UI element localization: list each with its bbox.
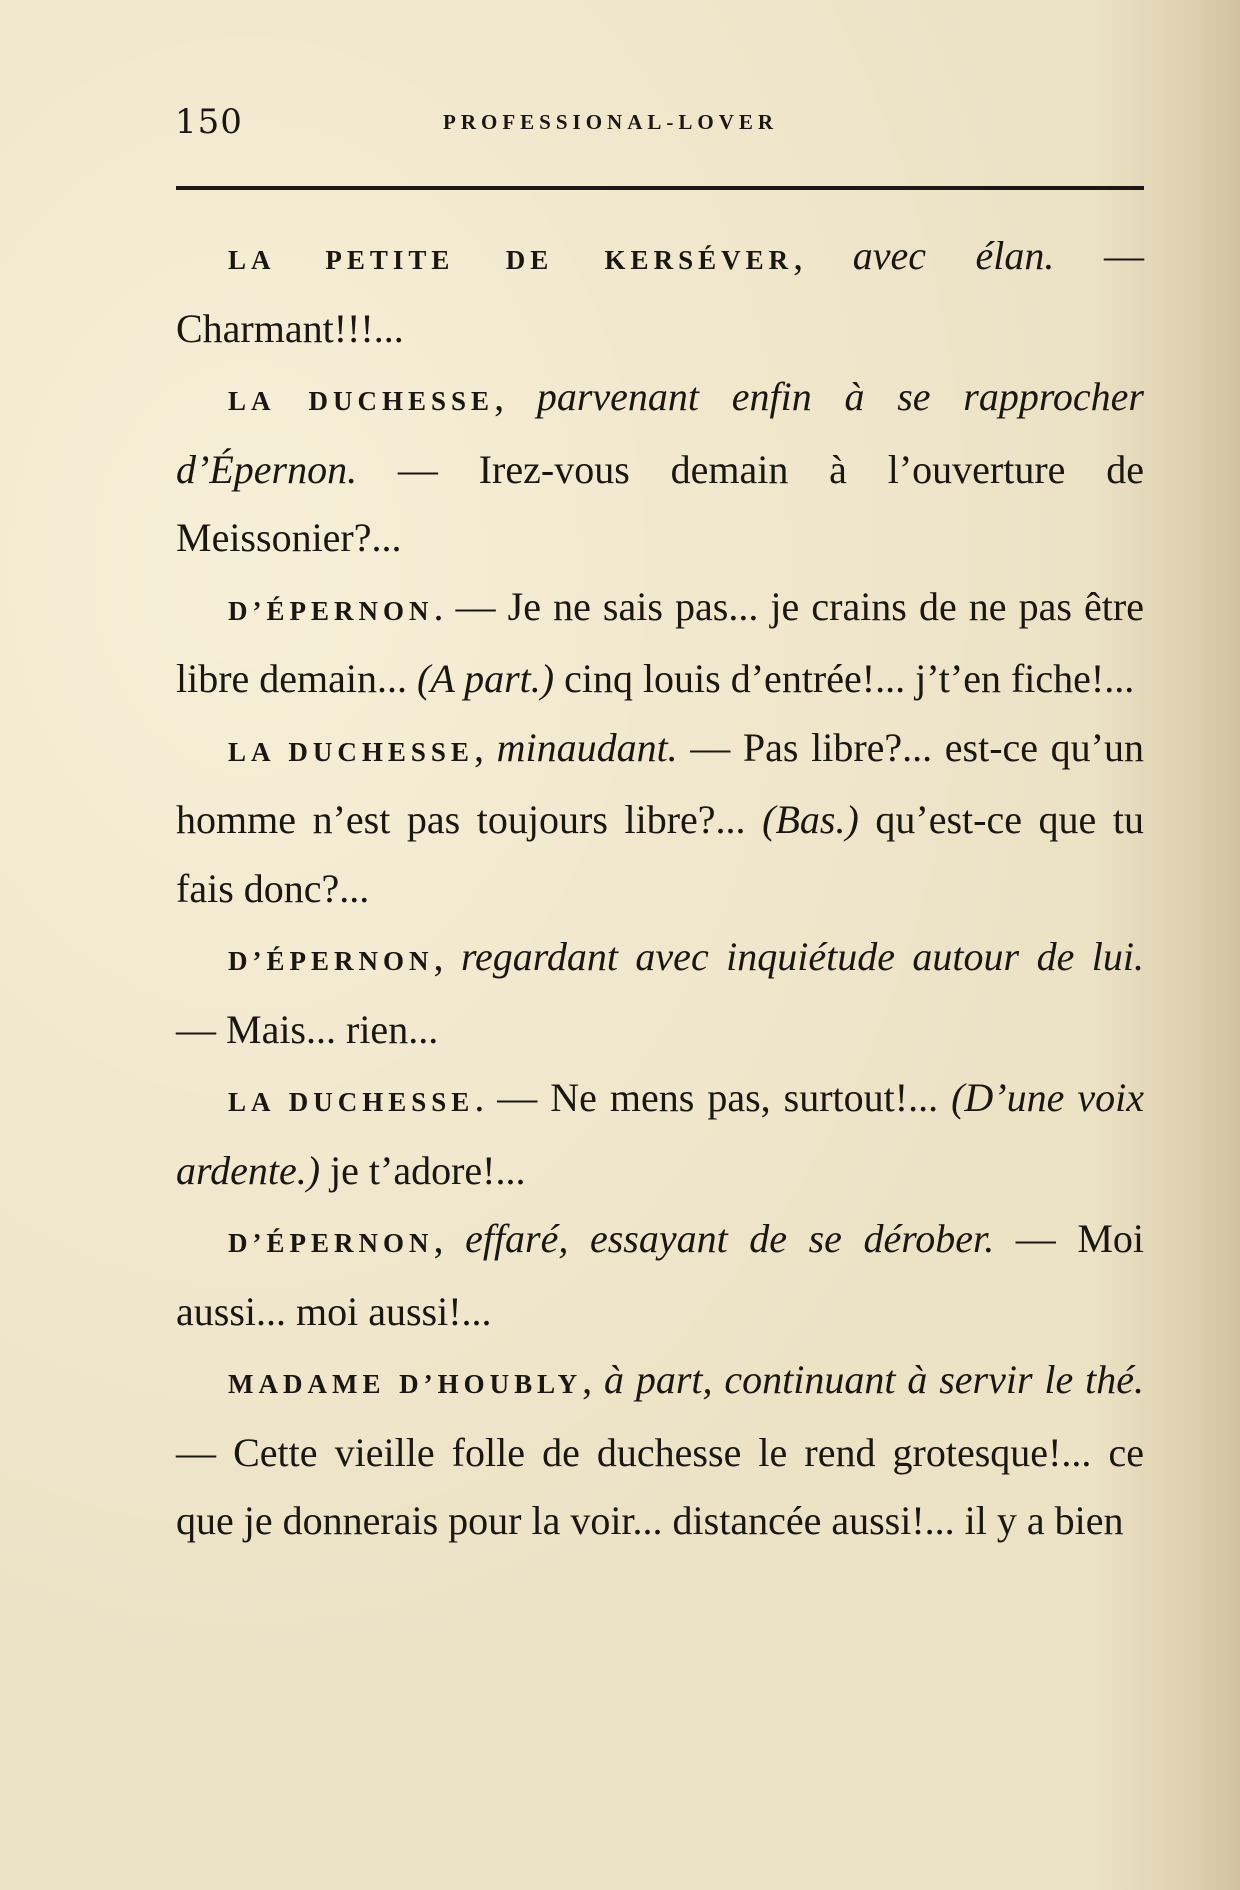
speaker-separator: , [433,1216,466,1261]
dialogue-text: je t’adore!... [320,1147,526,1193]
dialogue-text: — Mais... rien... [176,1006,439,1052]
aside-direction: (Bas.) [762,797,859,842]
dialogue-text: — Irez-vous demain à l’ouverture de Meissonier?... [176,446,1144,560]
page-number: 150 [175,102,243,142]
page-text [176,222,1144,1556]
speaker-separator: , [793,233,853,278]
dialogue-paragraph [176,923,1144,1064]
speaker-name: LA DUCHESSE [228,386,495,416]
aside-direction: (A part.) [417,656,555,701]
header-rule [176,186,1144,190]
speaker-name: D’ÉPERNON [228,595,434,626]
speaker-separator: , [582,1357,604,1402]
speaker-separator: . [433,583,444,629]
stage-direction: effaré, essayant de se dérober. [465,1216,995,1261]
speaker-name: LA DUCHESSE [228,1087,475,1117]
stage-direction: minaudant. [496,724,678,770]
dialogue-text: qu’est-ce que tu fais donc?... [176,797,1144,911]
dialogue-text: — Ne mens pas, surtout!... [484,1075,952,1120]
speaker-name: D’ÉPERNON [228,1228,434,1258]
dialogue-text: — Moi aussi... moi aussi!... [176,1216,1145,1334]
speaker-name: D’ÉPERNON [228,946,434,976]
aside-direction: (D’une voix ardente.) [176,1075,1144,1193]
speaker-name: MADAME D’HOUBLY [228,1369,583,1399]
dialogue-paragraph [176,1064,1144,1205]
speaker-separator: , [433,934,461,979]
dialogue-text: — Pas libre?... est-ce qu’un homme n’est pas toujours libre?... [176,724,1144,842]
stage-direction: parvenant enfin à se rapprocher d’Épernon. [176,374,1144,492]
stage-direction: avec élan. [852,233,1055,278]
dialogue-text: — Charmant!!!... [176,233,1145,351]
dialogue-text: cinq louis d’entrée!... j’t’en fiche!... [554,656,1135,701]
dialogue-paragraph [176,363,1144,573]
stage-direction: regardant avec inquiétude autour de lui. [460,934,1144,979]
running-head [175,102,1145,142]
dialogue-paragraph [176,573,1144,714]
speaker-name: LA DUCHESSE [228,736,474,767]
stage-direction: à part, continuant à servir le thé. [604,1357,1145,1402]
speaker-separator: , [494,374,537,419]
speaker-separator: . [474,1075,485,1120]
dialogue-text: — Je ne sais pas... je crains de ne pas être libre demain... [176,583,1144,701]
dialogue-paragraph [176,1205,1144,1346]
dialogue-paragraph [176,1346,1144,1556]
speaker-name: LA PETITE DE KERSÉVER [228,245,794,275]
dialogue-text: — Cette vieille folle de duchesse le rend grotesque!... ce que je donnerais pour la voir... distancée aussi!... il y a bien [176,1429,1144,1543]
speaker-separator: , [473,724,497,770]
running-title: PROFESSIONAL-LOVER [443,110,779,134]
dialogue-paragraph [176,222,1144,363]
dialogue-paragraph [176,714,1144,924]
